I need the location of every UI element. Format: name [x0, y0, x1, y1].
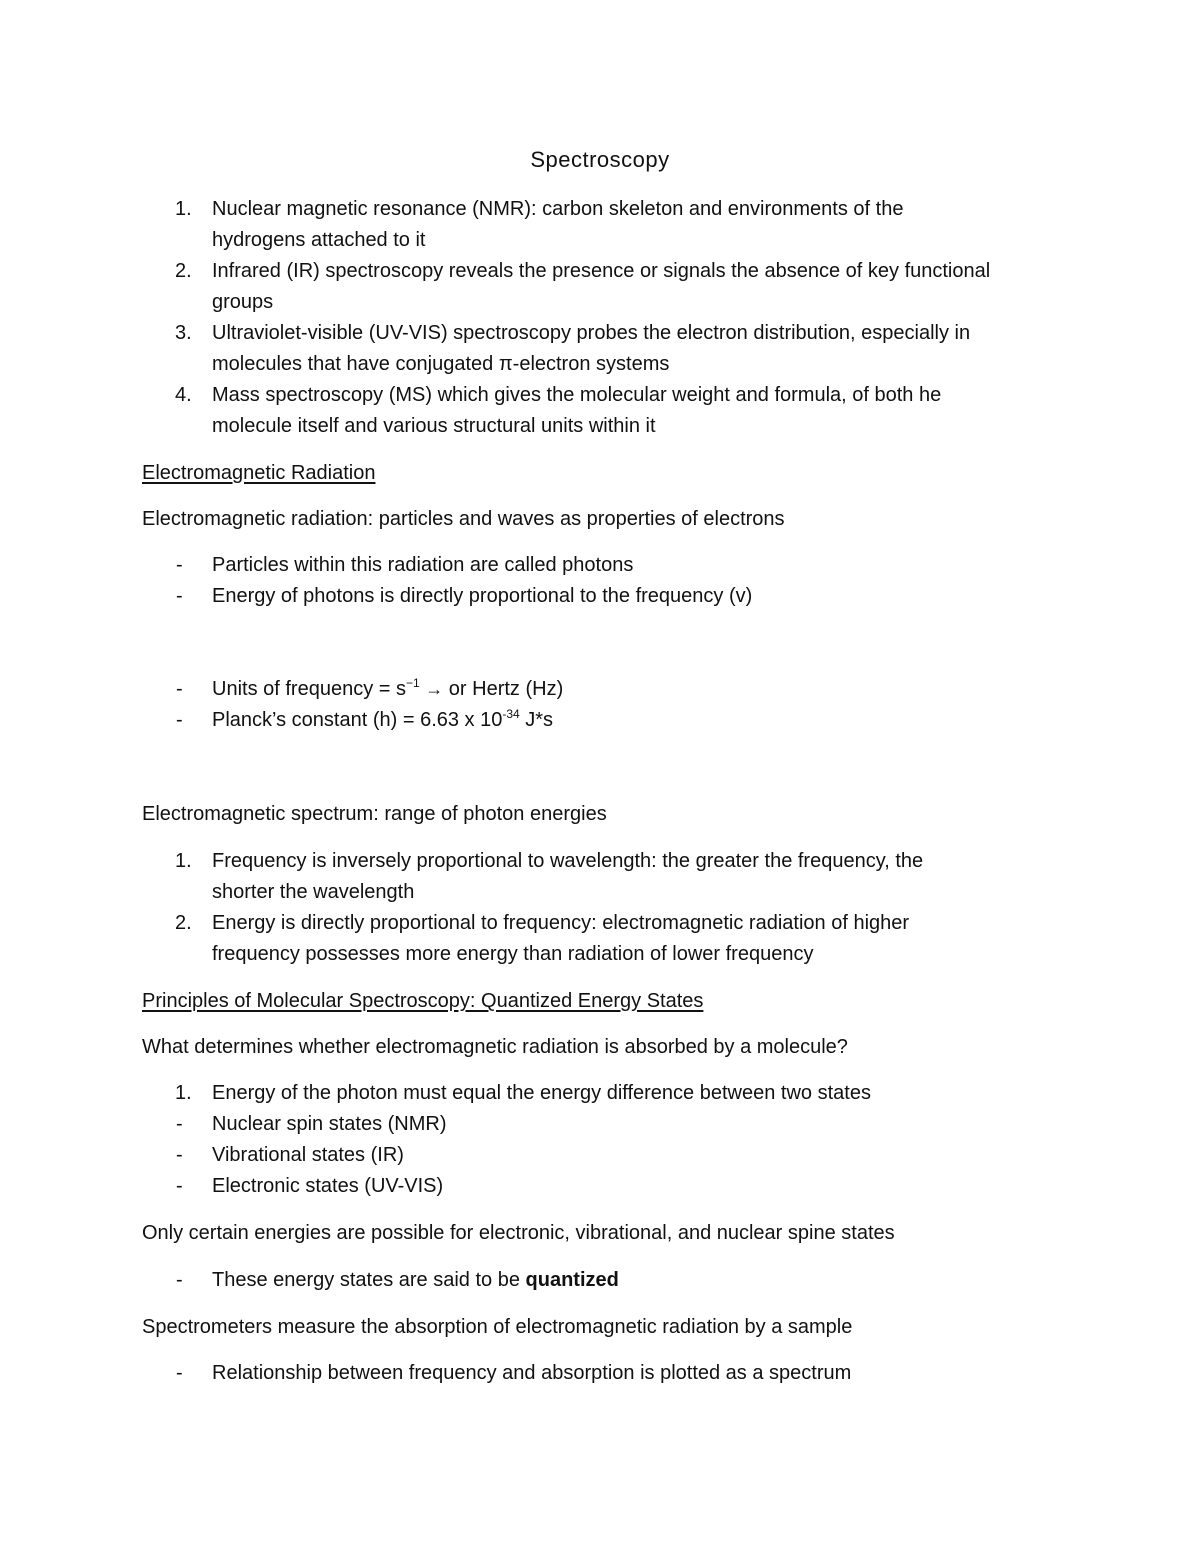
bullet-text-planck	[212, 707, 553, 733]
paragraph-text: Electromagnetic radiation: particles and waves as properties of electrons	[142, 508, 785, 530]
bullet-text: Energy of photons is directly proportional to the frequency (v)	[212, 585, 753, 607]
bullet-dash: -	[176, 1113, 183, 1135]
bullet-dash: -	[176, 709, 183, 731]
units-superscript: −1	[405, 676, 420, 690]
paragraph-text: Spectrometers measure the absorption of electromagnetic radiation by a sample	[142, 1316, 853, 1338]
quantized-prefix: These energy states are said to be	[212, 1269, 526, 1291]
bullet-text: Nuclear spin states (NMR)	[212, 1113, 447, 1135]
list-text: Nuclear magnetic resonance (NMR): carbon skeleton and environments of the	[212, 198, 904, 220]
arrow-right-icon: →	[425, 679, 444, 699]
paragraph-text: Electromagnetic spectrum: range of photon energies	[142, 803, 607, 825]
bullet-dash: -	[176, 585, 183, 607]
list-number: 1.	[175, 1082, 192, 1104]
bullet-dash: -	[176, 1269, 183, 1291]
list-text: shorter the wavelength	[212, 881, 415, 903]
heading-electromagnetic-radiation: Electromagnetic Radiation	[142, 462, 376, 484]
list-number: 2.	[175, 260, 192, 282]
quantized-bold: quantized	[525, 1269, 619, 1291]
units-suffix: or Hertz (Hz)	[443, 678, 564, 700]
list-number: 2.	[175, 912, 192, 934]
planck-prefix: Planck’s constant (h) = 6.63 x 10	[212, 709, 503, 731]
list-text: frequency possesses more energy than radiation of lower frequency	[212, 943, 814, 965]
heading-quantized-energy-states: Principles of Molecular Spectroscopy: Quantized Energy States	[142, 990, 704, 1012]
paragraph-text: Only certain energies are possible for electronic, vibrational, and nuclear spine states	[142, 1222, 895, 1244]
list-text: Energy of the photon must equal the energy difference between two states	[212, 1082, 871, 1104]
document-title: Spectroscopy	[530, 147, 670, 172]
bullet-dash: -	[176, 1144, 183, 1166]
bullet-text: Electronic states (UV-VIS)	[212, 1175, 444, 1197]
bullet-text: Vibrational states (IR)	[212, 1144, 404, 1166]
list-number: 4.	[175, 384, 192, 406]
bullet-dash: -	[176, 554, 183, 576]
list-text: Frequency is inversely proportional to wavelength: the greater the frequency, the	[212, 850, 924, 872]
bullet-text: Relationship between frequency and absorption is plotted as a spectrum	[212, 1362, 852, 1384]
bullet-text-units	[212, 676, 563, 702]
bullet-dash: -	[176, 1175, 183, 1197]
bullet-dash: -	[176, 678, 183, 700]
bullet-dash: -	[176, 1362, 183, 1384]
list-text: Infrared (IR) spectroscopy reveals the presence or signals the absence of key functional	[212, 260, 991, 282]
list-text: molecules that have conjugated π-electron systems	[212, 353, 670, 375]
bullet-text: Particles within this radiation are called photons	[212, 554, 634, 576]
list-text: Energy is directly proportional to frequency: electromagnetic radiation of higher	[212, 912, 910, 934]
list-text: Mass spectroscopy (MS) which gives the molecular weight and formula, of both he	[212, 384, 942, 406]
list-number: 3.	[175, 322, 192, 344]
list-text: Ultraviolet-visible (UV-VIS) spectroscopy probes the electron distribution, especially in	[212, 322, 971, 344]
list-text: molecule itself and various structural units within it	[212, 415, 656, 437]
units-prefix: Units of frequency = s	[212, 678, 406, 700]
list-text: groups	[212, 291, 274, 313]
planck-superscript: -34	[502, 707, 520, 721]
list-number: 1.	[175, 198, 192, 220]
bullet-text-quantized	[212, 1267, 619, 1293]
planck-suffix: J*s	[519, 709, 554, 731]
list-text: hydrogens attached to it	[212, 229, 426, 251]
list-number: 1.	[175, 850, 192, 872]
paragraph-text: What determines whether electromagnetic radiation is absorbed by a molecule?	[142, 1036, 848, 1058]
